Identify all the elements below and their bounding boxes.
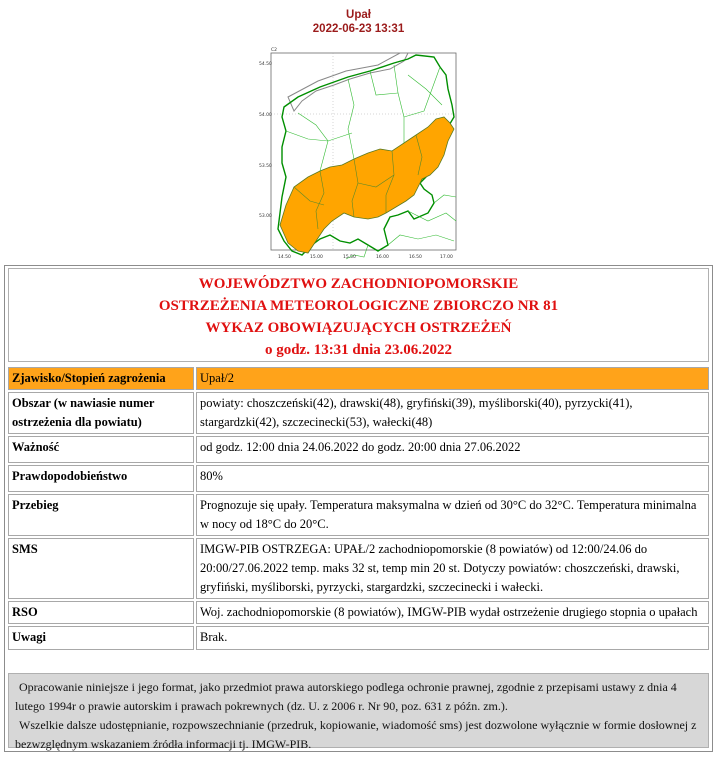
copyright-note: [8, 673, 709, 751]
title-line-3: WYKAZ OBOWIĄZUJĄCYCH OSTRZEŻEŃ: [205, 320, 512, 336]
row-label-probability: Prawdopodobieństwo: [8, 465, 194, 492]
row-value-probability: 80%: [196, 465, 709, 492]
row-value-rso: Woj. zachodniopomorskie (8 powiatów), IMGW-PIB wydał ostrzeżenie drugiego stopnia o upałach: [196, 601, 709, 624]
lon-label: 16.00: [376, 255, 389, 260]
table-row: [8, 465, 709, 492]
row-value-sms: IMGW-PIB OSTRZEGA: UPAŁ/2 zachodniopomorskie (8 powiatów) od 12:00/24.06 do 20:00/27.06.2022 temp. maks 32 st, temp min 20 st. Dotyczy powiatów: choszczeński, drawski, gryfiński, myśliborski, pyrzycki, stargardzki, szczecinecki i wałecki.: [196, 538, 709, 599]
table-row: [8, 494, 709, 536]
table-row: [8, 392, 709, 434]
row-label-remarks: Uwagi: [8, 626, 194, 650]
table-row: [8, 601, 709, 624]
row-value-course: Prognozuje się upały. Temperatura maksymalna w dzień od 30°C do 32°C. Temperatura minimalna w nocy od 18°C do 20°C.: [196, 494, 709, 536]
header-datetime: 2022-06-23 13:31: [312, 23, 405, 35]
corner-label: C2: [271, 48, 278, 53]
row-label-validity: Ważność: [8, 436, 194, 463]
page-header: [0, 8, 717, 36]
row-value-remarks: Brak.: [196, 626, 709, 650]
lat-label: 53.50: [259, 164, 272, 169]
warning-table: [6, 365, 711, 652]
lat-label: 53.00: [259, 214, 272, 219]
table-row: [8, 626, 709, 650]
lon-label: 16.50: [409, 255, 422, 260]
header-title: Upał: [346, 9, 371, 21]
row-label-area: Obszar (w nawiasie numer ostrzeżenia dla powiatu): [8, 392, 194, 434]
row-value-phenomenon: Upał/2: [196, 367, 709, 390]
row-value-area: powiaty: choszczeński(42), drawski(48), gryfiński(39), myśliborski(40), pyrzycki(41), stargardzki(42), szczecinecki(53), wałecki(48): [196, 392, 709, 434]
lon-label: 15.00: [310, 255, 323, 260]
row-value-validity: od godz. 12:00 dnia 24.06.2022 do godz. 20:00 dnia 27.06.2022: [196, 436, 709, 463]
lon-label: 15.50: [343, 255, 356, 260]
copyright-paragraph: Opracowanie niniejsze i jego format, jako przedmiot prawa autorskiego podlega ochronie prawnej, zgodnie z przepisami ustawy z dnia 4 lutego 1994r o prawie autorskim i prawach pokrewnych (dz. U. z 2006 r. Nr 90, poz. 631 z późn. zm.).: [15, 680, 677, 713]
table-row: [8, 538, 709, 599]
title-line-2: OSTRZEŻENIA METEOROLOGICZNE ZBIORCZO NR 81: [158, 298, 559, 314]
lat-label: 54.50: [259, 62, 272, 67]
lon-label: 17.00: [440, 255, 453, 260]
title-line-4: o godz. 13:31 dnia 23.06.2022: [264, 342, 453, 358]
title-line-1: WOJEWÓDZTWO ZACHODNIOPOMORSKIE: [198, 276, 519, 292]
warning-map: [258, 45, 458, 263]
distribution-paragraph: Wszelkie dalsze udostępnianie, rozpowszechnianie (przedruk, kopiowanie, wiadomość sms) jest dozwolone wyłącznie w formie dosłownej z bezwzględnym wskazaniem źródła informacji tj. IMGW-PIB.: [15, 718, 697, 751]
lon-label: 14.50: [278, 255, 291, 260]
table-row: [8, 436, 709, 463]
row-label-phenomenon: Zjawisko/Stopień zagrożenia: [8, 367, 194, 390]
table-row: [8, 367, 709, 390]
row-label-rso: RSO: [8, 601, 194, 624]
warning-title-box: [8, 268, 709, 362]
lat-label: 54.00: [259, 113, 272, 118]
row-label-course: Przebieg: [8, 494, 194, 536]
row-label-sms: SMS: [8, 538, 194, 599]
